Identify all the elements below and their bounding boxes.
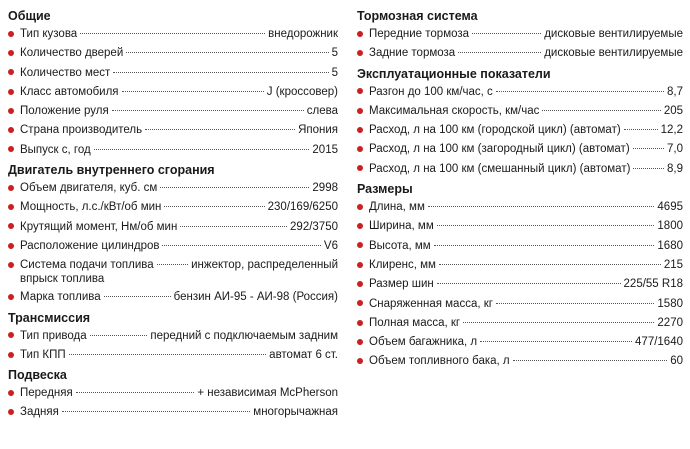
dot-leader bbox=[439, 264, 661, 265]
spec-value: + независимая McPherson bbox=[197, 387, 338, 400]
spec-value: 12,2 bbox=[660, 124, 683, 137]
spec-name: Крутящий момент, Нм/об мин bbox=[20, 220, 178, 233]
bullet-icon bbox=[357, 262, 363, 268]
dot-leader bbox=[76, 392, 195, 393]
dot-leader bbox=[90, 335, 148, 336]
spec-row bbox=[8, 237, 338, 256]
spec-name: Система подачи топлива bbox=[20, 259, 154, 272]
dot-leader bbox=[496, 91, 664, 92]
spec-value: автомат 6 ст. bbox=[269, 348, 338, 361]
bullet-icon bbox=[8, 262, 14, 268]
bullet-icon bbox=[357, 242, 363, 248]
spec-row bbox=[357, 140, 683, 159]
bullet-icon bbox=[8, 390, 14, 396]
bullet-icon bbox=[357, 50, 363, 56]
bullet-icon bbox=[8, 223, 14, 229]
section-title: Общие bbox=[8, 9, 51, 23]
dot-leader bbox=[160, 187, 309, 188]
spec-name: Количество мест bbox=[20, 66, 111, 79]
dot-leader bbox=[94, 149, 310, 150]
dot-leader bbox=[633, 148, 664, 149]
spec-row bbox=[8, 288, 338, 307]
spec-row bbox=[8, 384, 338, 403]
spec-name: Выпуск с, год bbox=[20, 143, 91, 156]
spec-name: Расход, л на 100 км (смешанный цикл) (автомат) bbox=[369, 162, 631, 175]
spec-row bbox=[357, 44, 683, 63]
dot-leader bbox=[428, 206, 655, 207]
dot-leader bbox=[463, 322, 654, 323]
spec-value: бензин АИ-95 - АИ-98 (Россия) bbox=[173, 291, 338, 304]
dot-leader bbox=[624, 129, 658, 130]
bullet-icon bbox=[8, 31, 14, 37]
bullet-icon bbox=[8, 146, 14, 152]
bullet-icon bbox=[8, 204, 14, 210]
spec-value: дисковые вентилируемые bbox=[544, 28, 683, 40]
spec-value: инжектор, распределенный bbox=[191, 259, 338, 272]
bullet-icon bbox=[8, 50, 14, 56]
spec-value: 2270 bbox=[657, 316, 683, 329]
spec-name: Снаряженная масса, кг bbox=[369, 297, 493, 310]
spec-row bbox=[8, 64, 338, 83]
spec-name: Длина, мм bbox=[369, 201, 425, 214]
spec-row bbox=[8, 25, 338, 44]
spec-row bbox=[357, 217, 683, 236]
spec-row bbox=[8, 179, 338, 198]
spec-name: Расход, л на 100 км (загородный цикл) (автомат) bbox=[369, 143, 630, 156]
dot-leader bbox=[513, 360, 668, 361]
bullet-icon bbox=[8, 332, 14, 338]
dot-leader bbox=[69, 354, 267, 355]
bullet-icon bbox=[8, 185, 14, 191]
dot-leader bbox=[480, 341, 632, 342]
bullet-icon bbox=[357, 339, 363, 345]
dot-leader bbox=[496, 303, 654, 304]
right-column bbox=[357, 6, 683, 372]
dot-leader bbox=[104, 296, 171, 297]
spec-value: внедорожник bbox=[268, 28, 338, 40]
spec-value: 2015 bbox=[312, 143, 338, 156]
bullet-icon bbox=[357, 108, 363, 114]
spec-row bbox=[357, 352, 683, 371]
spec-row bbox=[8, 346, 338, 365]
dot-leader bbox=[162, 245, 320, 246]
spec-name: Высота, мм bbox=[369, 239, 431, 252]
spec-name: Мощность, л.с./кВт/об мин bbox=[20, 201, 162, 214]
spec-name: Размер шин bbox=[369, 278, 434, 291]
dot-leader bbox=[122, 91, 264, 92]
spec-name: Объем двигателя, куб. см bbox=[20, 182, 158, 195]
spec-row bbox=[8, 83, 338, 102]
spec-row bbox=[357, 102, 683, 121]
spec-row bbox=[357, 121, 683, 140]
dot-leader bbox=[157, 264, 189, 265]
spec-row bbox=[8, 141, 338, 160]
spec-name: Полная масса, кг bbox=[369, 316, 461, 329]
spec-value: передний с подключаемым задним bbox=[150, 329, 338, 342]
bullet-icon bbox=[357, 358, 363, 364]
spec-name: Положение руля bbox=[20, 105, 109, 118]
dot-leader bbox=[458, 52, 541, 53]
section-title: Размеры bbox=[357, 182, 413, 197]
spec-name: Разгон до 100 км/час, с bbox=[369, 85, 493, 98]
section-title: Эксплуатационные показатели bbox=[357, 66, 551, 81]
spec-value: 8,9 bbox=[667, 162, 683, 175]
spec-row bbox=[357, 83, 683, 102]
bullet-icon bbox=[357, 31, 363, 37]
spec-value: 292/3750 bbox=[290, 220, 338, 233]
spec-row bbox=[8, 198, 338, 217]
spec-value: 205 bbox=[663, 104, 683, 117]
spec-name: Объем багажника, л bbox=[369, 336, 478, 349]
spec-value: 1800 bbox=[657, 220, 683, 233]
section-title: Подвеска bbox=[8, 368, 67, 383]
spec-value: слева bbox=[306, 105, 338, 118]
left-column bbox=[8, 6, 338, 423]
spec-name: Страна производитель bbox=[20, 124, 143, 137]
spec-row bbox=[357, 25, 683, 44]
spec-name: Ширина, мм bbox=[369, 220, 434, 233]
dot-leader bbox=[80, 33, 265, 34]
section-title: Трансмиссия bbox=[8, 310, 91, 325]
spec-name: Задняя bbox=[20, 406, 59, 419]
spec-row bbox=[357, 198, 683, 217]
spec-name: Объем топливного бака, л bbox=[369, 355, 510, 368]
spec-name: Расход, л на 100 км (городской цикл) (автомат) bbox=[369, 124, 621, 137]
spec-value: 1580 bbox=[657, 297, 683, 310]
spec-value: 8,7 bbox=[667, 85, 683, 98]
spec-name: Количество дверей bbox=[20, 47, 124, 60]
spec-name: Передняя bbox=[20, 387, 73, 400]
spec-name: Задние тормоза bbox=[369, 47, 456, 60]
spec-row bbox=[357, 275, 683, 294]
spec-value-continued: впрыск топлива bbox=[20, 273, 105, 286]
spec-value: 230/169/6250 bbox=[267, 201, 338, 214]
bullet-icon bbox=[8, 409, 14, 415]
dot-leader bbox=[112, 110, 304, 111]
spec-row bbox=[8, 218, 338, 237]
spec-name: Марка топлива bbox=[20, 291, 101, 304]
spec-value: 60 bbox=[670, 355, 683, 368]
bullet-icon bbox=[8, 243, 14, 249]
spec-row bbox=[8, 121, 338, 140]
bullet-icon bbox=[8, 69, 14, 75]
spec-value: 5 bbox=[331, 47, 338, 60]
spec-name: Тип кузова bbox=[20, 28, 78, 40]
bullet-icon bbox=[8, 294, 14, 300]
spec-value: 1680 bbox=[657, 239, 683, 252]
dot-leader bbox=[62, 411, 250, 412]
spec-value: дисковые вентилируемые bbox=[544, 47, 683, 60]
bullet-icon bbox=[357, 281, 363, 287]
spec-value: 7,0 bbox=[667, 143, 683, 156]
spec-row bbox=[8, 44, 338, 63]
spec-name: Тип привода bbox=[20, 329, 87, 342]
dot-leader bbox=[434, 245, 655, 246]
spec-name: Класс автомобиля bbox=[20, 85, 119, 98]
spec-value: 215 bbox=[663, 258, 683, 271]
dot-leader bbox=[633, 168, 664, 169]
dot-leader bbox=[126, 52, 328, 53]
spec-row bbox=[357, 314, 683, 333]
bullet-icon bbox=[357, 146, 363, 152]
spec-row bbox=[357, 333, 683, 352]
dot-leader bbox=[164, 206, 264, 207]
bullet-icon bbox=[357, 300, 363, 306]
spec-row bbox=[8, 256, 338, 288]
spec-value: 225/55 R18 bbox=[623, 278, 683, 291]
bullet-icon bbox=[357, 165, 363, 171]
spec-value: 4695 bbox=[657, 201, 683, 214]
spec-value: V6 bbox=[323, 239, 338, 252]
spec-name: Тип КПП bbox=[20, 348, 66, 361]
bullet-icon bbox=[357, 204, 363, 210]
spec-value: 477/1640 bbox=[635, 336, 683, 349]
spec-row bbox=[357, 160, 683, 179]
spec-name: Расположение цилиндров bbox=[20, 239, 160, 252]
bullet-icon bbox=[8, 89, 14, 95]
spec-value: Япония bbox=[298, 124, 338, 137]
bullet-icon bbox=[357, 223, 363, 229]
dot-leader bbox=[180, 226, 287, 227]
dot-leader bbox=[437, 283, 621, 284]
bullet-icon bbox=[8, 127, 14, 133]
spec-name: Максимальная скорость, км/час bbox=[369, 104, 540, 117]
spec-row bbox=[8, 102, 338, 121]
spec-row bbox=[357, 237, 683, 256]
spec-value: J (кроссовер) bbox=[266, 85, 338, 98]
spec-value: 5 bbox=[331, 66, 338, 79]
spec-name: Передние тормоза bbox=[369, 28, 470, 40]
spec-name: Клиренс, мм bbox=[369, 258, 436, 271]
spec-value: многорычажная bbox=[253, 406, 338, 419]
bullet-icon bbox=[357, 320, 363, 326]
spec-value: 2998 bbox=[312, 182, 338, 195]
spec-row bbox=[8, 403, 338, 422]
bullet-icon bbox=[357, 88, 363, 94]
section-title: Тормозная система bbox=[357, 9, 478, 23]
dot-leader bbox=[542, 110, 660, 111]
dot-leader bbox=[113, 72, 328, 73]
spec-row bbox=[8, 327, 338, 346]
bullet-icon bbox=[8, 108, 14, 114]
section-title: Двигатель внутреннего сгорания bbox=[8, 163, 215, 178]
dot-leader bbox=[472, 33, 541, 34]
dot-leader bbox=[145, 129, 295, 130]
spec-row bbox=[357, 295, 683, 314]
dot-leader bbox=[437, 225, 655, 226]
bullet-icon bbox=[357, 127, 363, 133]
spec-row bbox=[357, 256, 683, 275]
bullet-icon bbox=[8, 352, 14, 358]
